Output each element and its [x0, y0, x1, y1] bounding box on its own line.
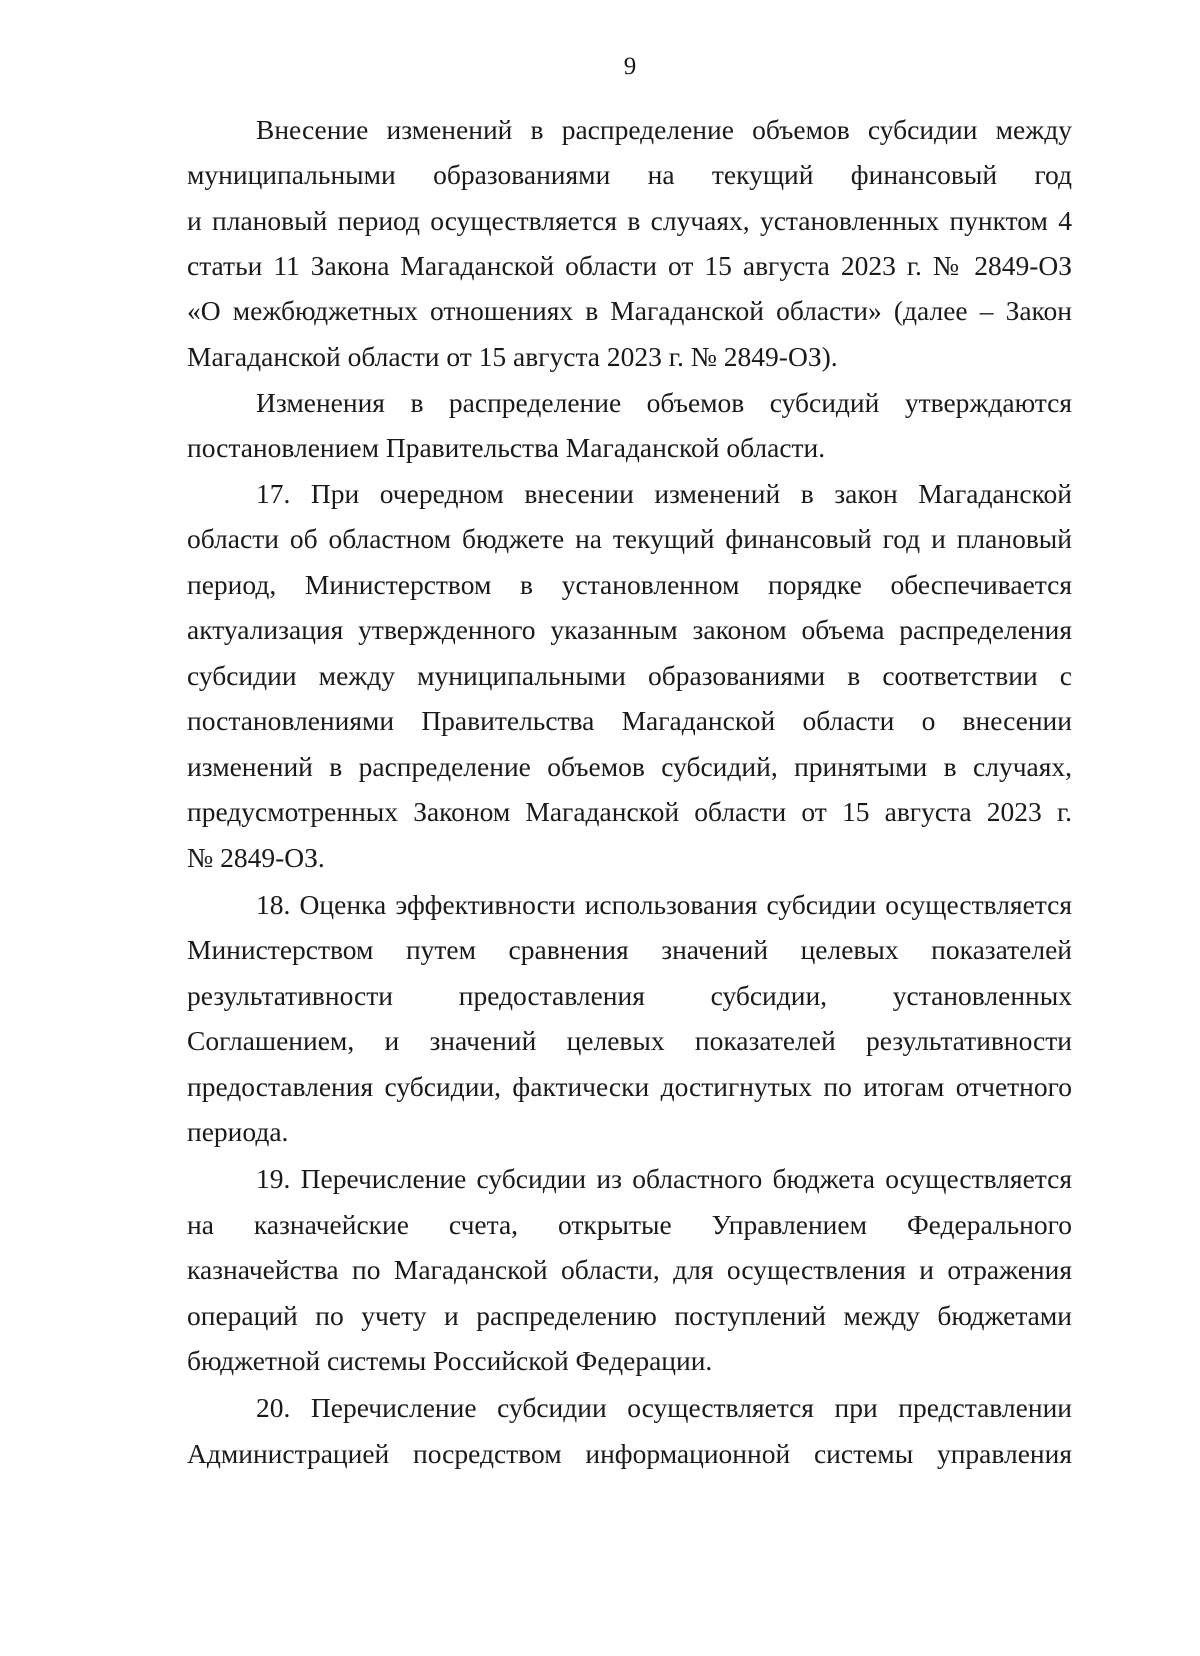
text-line: и плановый период осуществляется в случаях, установленных пунктом 4 — [187, 205, 1072, 236]
text-line: период, Министерством в установленном порядке обеспечивается — [187, 569, 1072, 600]
text-line: бюджетной системы Российской Федерации. — [187, 1345, 713, 1376]
text-line: постановлением Правительства Магаданской области. — [187, 432, 826, 463]
text-line: Соглашением, и значений целевых показателей результативности — [187, 1025, 1072, 1056]
text-line: постановлениями Правительства Магаданской области о внесении — [187, 705, 1072, 736]
text-line: изменений в распределение объемов субсидий, принятыми в случаях, — [187, 751, 1072, 782]
text-line: Изменения в распределение объемов субсидий утверждаются — [256, 387, 1072, 418]
text-line: субсидии между муниципальными образованиями в соответствии с — [187, 660, 1072, 691]
text-line: актуализация утвержденного указанным законом объема распределения — [187, 614, 1072, 645]
text-line: 19. Перечисление субсидии из областного бюджета осуществляется — [256, 1163, 1072, 1194]
text-line: Магаданской области от 15 августа 2023 г. № 2849-ОЗ). — [187, 341, 838, 372]
text-line: предоставления субсидии, фактически достигнутых по итогам отчетного — [187, 1071, 1072, 1102]
text-line: муниципальными образованиями на текущий финансовый год — [187, 159, 1072, 190]
text-line: результативности предоставления субсидии, установленных — [187, 980, 1072, 1011]
text-line: области об областном бюджете на текущий финансовый год и плановый — [187, 523, 1072, 554]
text-line: предусмотренных Законом Магаданской области от 15 августа 2023 г. — [187, 796, 1072, 827]
text-line: 18. Оценка эффективности использования субсидии осуществляется — [256, 889, 1072, 920]
page-number: 9 — [623, 53, 637, 80]
text-line: № 2849-ОЗ. — [187, 842, 325, 873]
text-line: операций по учету и распределению поступлений между бюджетами — [187, 1300, 1072, 1331]
text-line: 20. Перечисление субсидии осуществляется при представлении — [256, 1392, 1072, 1423]
text-line: Администрацией посредством информационной системы управления — [187, 1438, 1072, 1469]
text-line: периода. — [187, 1116, 289, 1147]
text-line: на казначейские счета, открытые Управлением Федерального — [187, 1209, 1072, 1240]
text-line: 17. При очередном внесении изменений в закон Магаданской — [256, 478, 1072, 509]
text-line: Внесение изменений в распределение объемов субсидии между — [256, 114, 1072, 145]
text-line: казначейства по Магаданской области, для осуществления и отражения — [187, 1254, 1072, 1285]
text-line: статьи 11 Закона Магаданской области от 15 августа 2023 г. № 2849-ОЗ — [187, 250, 1072, 281]
text-line: «О межбюджетных отношениях в Магаданской области» (далее – Закон — [187, 295, 1072, 326]
text-line: Министерством путем сравнения значений целевых показателей — [187, 934, 1072, 965]
